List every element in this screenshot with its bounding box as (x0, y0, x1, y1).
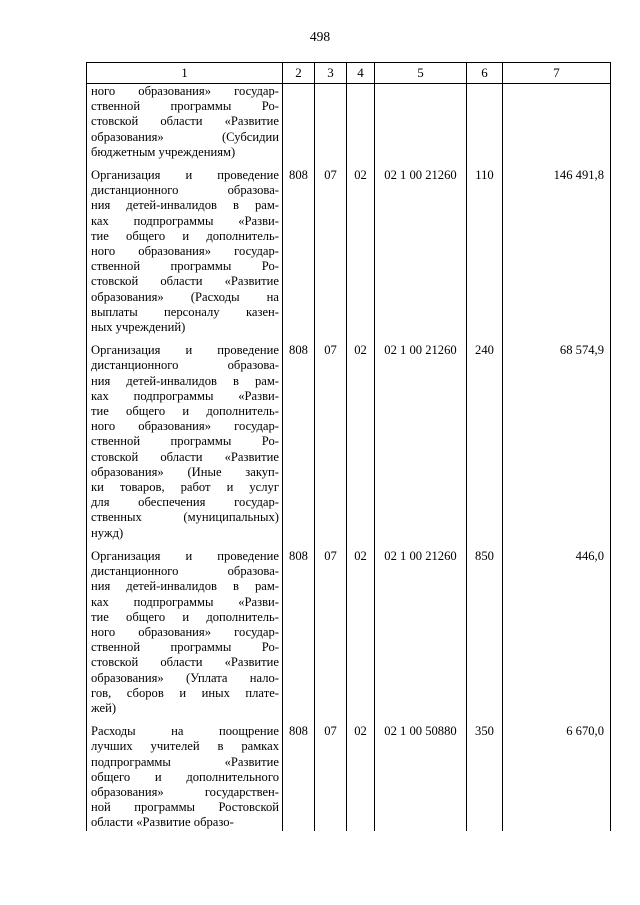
spacer-cell (375, 541, 467, 549)
amount-value: 446,0 (503, 549, 611, 716)
description-line: ки товаров, работ и услуг (91, 480, 279, 495)
spacer-cell (87, 160, 283, 168)
spacer-cell (315, 335, 347, 343)
description-line: Организация и проведение (91, 168, 279, 183)
description-line: тие общего и дополнитель- (91, 228, 279, 243)
spacer-cell (87, 541, 283, 549)
spacer-cell (87, 335, 283, 343)
row-spacer (87, 335, 611, 343)
description-line: стовской области «Развитие (91, 655, 279, 670)
description-line: ственной программы Ро- (91, 99, 279, 114)
description-line: образования» (Иные закуп- (91, 464, 279, 479)
column-header-section: 3 (315, 63, 347, 84)
amount-value (503, 84, 611, 161)
table-row (87, 84, 611, 161)
spacer-cell (283, 160, 315, 168)
description-line: нужд) (91, 525, 124, 540)
description-line: ния детей-инвалидов в рам- (91, 373, 279, 388)
description-line: выплаты персоналу казен- (91, 304, 279, 319)
spacer-cell (347, 160, 375, 168)
description-line: ственных (муниципальных) (91, 510, 279, 525)
column-header-expense-type: 6 (467, 63, 503, 84)
ministry-code: 808 (283, 724, 315, 830)
spacer-cell (315, 716, 347, 724)
expense-type-code (467, 84, 503, 161)
description-line: Организация и проведение (91, 548, 279, 563)
target-article-code: 02 1 00 21260 (375, 343, 467, 541)
description-line: ственной программы Ро- (91, 640, 279, 655)
row-description (87, 343, 283, 541)
spacer-cell (283, 541, 315, 549)
description-line: дистанционного образова- (91, 564, 279, 579)
column-header-amount: 7 (503, 63, 611, 84)
description-line: бюджетным учреждениям) (91, 144, 236, 159)
page-number: 498 (309, 29, 331, 44)
description-line: подпрограммы «Развитие (91, 754, 279, 769)
spacer-cell (283, 335, 315, 343)
table-row (87, 168, 611, 335)
description-line: образования» (Уплата нало- (91, 670, 279, 685)
spacer-cell (315, 541, 347, 549)
column-header-subsection: 4 (347, 63, 375, 84)
description-line: образования» (Субсидии (91, 129, 279, 144)
description-line: стовской области «Развитие (91, 449, 279, 464)
row-description (87, 724, 283, 830)
description-line: ной программы Ростовской (91, 800, 279, 815)
target-article-code: 02 1 00 21260 (375, 168, 467, 335)
table-row (87, 549, 611, 716)
description-line: ного образования» государ- (91, 419, 279, 434)
description-line: общего и дополнительного (91, 769, 279, 784)
description-line: образования» (Расходы на (91, 289, 279, 304)
section-code: 07 (315, 724, 347, 830)
description-line: стовской области «Развитие (91, 114, 279, 129)
description-line: ного образования» государ- (91, 84, 279, 98)
description-line: Организация и проведение (91, 343, 279, 358)
target-article-code (375, 84, 467, 161)
description-line: лучших учителей в рамках (91, 739, 279, 754)
description-line: жей) (91, 700, 117, 715)
spacer-cell (467, 541, 503, 549)
description-line: ния детей-инвалидов в рам- (91, 579, 279, 594)
table-header (87, 63, 611, 84)
column-header-ministry: 2 (283, 63, 315, 84)
subsection-code (347, 84, 375, 161)
section-code (315, 84, 347, 161)
spacer-cell (375, 160, 467, 168)
spacer-cell (467, 335, 503, 343)
description-line: ственной программы Ро- (91, 434, 279, 449)
expense-type-code: 350 (467, 724, 503, 830)
description-line: ках подпрограммы «Разви- (91, 594, 279, 609)
target-article-code: 02 1 00 21260 (375, 549, 467, 716)
spacer-cell (315, 160, 347, 168)
amount-value: 68 574,9 (503, 343, 611, 541)
spacer-cell (347, 541, 375, 549)
description-line: области «Развитие образо- (91, 815, 234, 830)
spacer-cell (503, 335, 611, 343)
description-line: дистанционного образова- (91, 358, 279, 373)
spacer-cell (467, 160, 503, 168)
section-code: 07 (315, 168, 347, 335)
section-code: 07 (315, 549, 347, 716)
description-line: ного образования» государ- (91, 244, 279, 259)
description-line: ния детей-инвалидов в рам- (91, 198, 279, 213)
table-row (87, 343, 611, 541)
description-line: дистанционного образова- (91, 183, 279, 198)
section-code: 07 (315, 343, 347, 541)
description-line: ках подпрограммы «Разви- (91, 388, 279, 403)
description-line: ках подпрограммы «Разви- (91, 213, 279, 228)
ministry-code (283, 84, 315, 161)
description-line: ственной программы Ро- (91, 259, 279, 274)
header-row (87, 63, 611, 84)
spacer-cell (347, 716, 375, 724)
row-description (87, 168, 283, 335)
spacer-cell (375, 716, 467, 724)
ministry-code: 808 (283, 343, 315, 541)
spacer-cell (467, 716, 503, 724)
spacer-cell (503, 160, 611, 168)
column-header-target-article: 5 (375, 63, 467, 84)
description-line: Расходы на поощрение (91, 724, 279, 739)
subsection-code: 02 (347, 724, 375, 830)
subsection-code: 02 (347, 343, 375, 541)
description-line: ного образования» государ- (91, 624, 279, 639)
description-line: гов, сборов и иных плате- (91, 685, 279, 700)
column-header-description: 1 (87, 63, 283, 84)
ministry-code: 808 (283, 549, 315, 716)
row-spacer (87, 160, 611, 168)
description-line: образования» государствен- (91, 784, 279, 799)
description-line: ных учреждений) (91, 320, 186, 335)
expense-type-code: 850 (467, 549, 503, 716)
amount-value: 6 670,0 (503, 724, 611, 830)
target-article-code: 02 1 00 50880 (375, 724, 467, 830)
amount-value: 146 491,8 (503, 168, 611, 335)
row-spacer (87, 541, 611, 549)
description-line: стовской области «Развитие (91, 274, 279, 289)
description-line: для обеспечения государ- (91, 495, 279, 510)
spacer-cell (503, 716, 611, 724)
table-row (87, 724, 611, 830)
description-line: тие общего и дополнитель- (91, 404, 279, 419)
spacer-cell (375, 335, 467, 343)
subsection-code: 02 (347, 168, 375, 335)
row-spacer (87, 716, 611, 724)
spacer-cell (347, 335, 375, 343)
spacer-cell (283, 716, 315, 724)
row-description (87, 549, 283, 716)
description-line: тие общего и дополнитель- (91, 609, 279, 624)
row-description (87, 84, 283, 161)
expense-type-code: 110 (467, 168, 503, 335)
budget-table (86, 62, 611, 831)
subsection-code: 02 (347, 549, 375, 716)
spacer-cell (503, 541, 611, 549)
table-body (87, 84, 611, 831)
ministry-code: 808 (283, 168, 315, 335)
expense-type-code: 240 (467, 343, 503, 541)
spacer-cell (87, 716, 283, 724)
